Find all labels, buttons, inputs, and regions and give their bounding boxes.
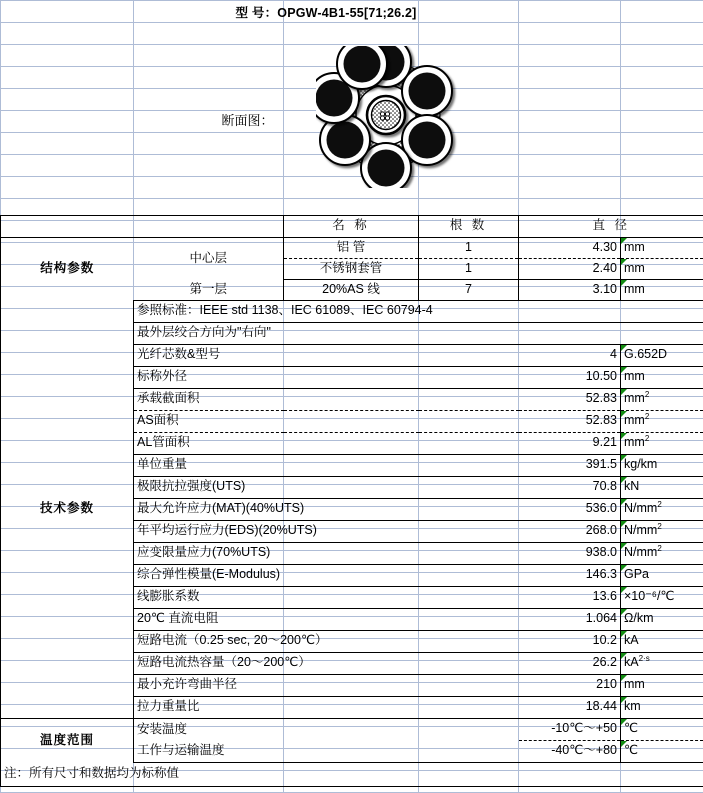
temperature-value-1: -10℃～+50 <box>519 718 621 740</box>
col-header-count: 根 数 <box>419 215 519 237</box>
temperature-row-1 <box>1 718 703 740</box>
technical-value: 391.5 <box>519 454 621 476</box>
technical-unit: $mm^2$ <box>621 388 703 410</box>
structure-unit-3: mm <box>621 279 703 300</box>
footer-note-row <box>1 762 703 786</box>
technical-note-2: 最外层绞合方向为"右向" <box>134 322 621 344</box>
diagram-spacer-a <box>1 28 134 215</box>
opgw-cross-section-diagram <box>316 46 472 188</box>
structure-count-2: 1 <box>419 258 519 279</box>
layer-first: 第一层 <box>134 279 284 300</box>
technical-unit: $N/mm^2$ <box>621 520 703 542</box>
diagram-spacer-d <box>621 28 703 215</box>
technical-label: 应变限量应力(70%UTS) <box>134 542 519 564</box>
technical-unit: $mm^2$ <box>621 432 703 454</box>
title-spacer-far-right <box>621 0 703 28</box>
technical-unit: kN <box>621 476 703 498</box>
technical-unit: $N/mm^2$ <box>621 498 703 520</box>
technical-unit: GPa <box>621 564 703 586</box>
col-header-name: 名 称 <box>284 215 419 237</box>
technical-value: 10.50 <box>519 366 621 388</box>
technical-note-1: 参照标准：IEEE std 1138、IEC 61089、IEC 60794-4 <box>134 300 621 322</box>
technical-unit: $N/mm^2$ <box>621 542 703 564</box>
technical-value: 268.0 <box>519 520 621 542</box>
temperature-label-2: 工作与运输温度 <box>134 740 519 762</box>
structure-count-3: 7 <box>419 279 519 300</box>
technical-note-1-tail <box>621 300 703 322</box>
technical-value: 10.2 <box>519 630 621 652</box>
structure-name-3: 20%AS 线 <box>284 279 419 300</box>
technical-unit: mm <box>621 366 703 388</box>
structure-unit-1: mm <box>621 237 703 258</box>
technical-unit: $mm^2$ <box>621 410 703 432</box>
technical-label: 短路电流热容量（20～200℃） <box>134 652 519 674</box>
title-spacer-right <box>519 0 621 28</box>
technical-unit: $kA^{2\cdot s}$ <box>621 652 703 674</box>
technical-value: 4 <box>519 344 621 366</box>
technical-label: 光纤芯数&型号 <box>134 344 519 366</box>
temperature-unit-1: ℃ <box>621 718 703 740</box>
stainless-steel-tube <box>367 96 405 134</box>
technical-unit: G.652D <box>621 344 703 366</box>
page-title: 型 号：OPGW-4B1-55[71;26.2] <box>235 6 417 21</box>
structure-diameter-2: 2.40 <box>519 258 621 279</box>
technical-label: 最小充许弯曲半径 <box>134 674 519 696</box>
technical-label: 短路电流（0.25 sec, 20～200℃） <box>134 630 519 652</box>
layer-center: 中心层 <box>189 250 227 265</box>
technical-value: 210 <box>519 674 621 696</box>
technical-label: 标称外径 <box>134 366 519 388</box>
structure-count-1: 1 <box>419 237 519 258</box>
structure-row-1 <box>1 237 703 258</box>
structure-name-1: 铝 管 <box>284 237 419 258</box>
temperature-unit-2: ℃ <box>621 740 703 762</box>
technical-note-row-1 <box>1 300 703 322</box>
temperature-label-1: 安装温度 <box>134 718 519 740</box>
structure-diameter-1: 4.30 <box>519 237 621 258</box>
technical-unit: mm <box>621 674 703 696</box>
technical-unit: km <box>621 696 703 718</box>
footer-note: 注：所有尺寸和数据均为标称值 <box>1 762 703 786</box>
technical-value: 536.0 <box>519 498 621 520</box>
technical-value: 52.83 <box>519 388 621 410</box>
title-spacer-left <box>1 0 134 28</box>
technical-label: 最大允许应力(MAT)(40%UTS) <box>134 498 519 520</box>
technical-unit: Ω/km <box>621 608 703 630</box>
diagram-label: 断面图： <box>221 113 274 129</box>
technical-label: 极限抗拉强度(UTS) <box>134 476 519 498</box>
structure-header-blank-2 <box>134 215 284 237</box>
technical-label: AS面积 <box>134 410 519 432</box>
technical-unit: kg/km <box>621 454 703 476</box>
technical-value: 18.44 <box>519 696 621 718</box>
technical-label: 20℃ 直流电阻 <box>134 608 519 630</box>
section-label-technical: 技术参数 <box>1 300 134 718</box>
technical-value: 13.6 <box>519 586 621 608</box>
technical-value: 938.0 <box>519 542 621 564</box>
technical-value: 52.83 <box>519 410 621 432</box>
technical-label: 综合弹性模量(E-Modulus) <box>134 564 519 586</box>
structure-unit-2: mm <box>621 258 703 279</box>
technical-label: 单位重量 <box>134 454 519 476</box>
section-label-temperature: 温度范围 <box>1 718 134 762</box>
technical-label: 拉力重量比 <box>134 696 519 718</box>
temperature-value-2: -40℃～+80 <box>519 740 621 762</box>
technical-value: 9.21 <box>519 432 621 454</box>
technical-label: 承载截面积 <box>134 388 519 410</box>
technical-label: AL管面积 <box>134 432 519 454</box>
technical-note-2-tail <box>621 322 703 344</box>
technical-value: 1.064 <box>519 608 621 630</box>
structure-diameter-3: 3.10 <box>519 279 621 300</box>
section-label-structure: 结构参数 <box>1 237 134 300</box>
technical-unit: kA <box>621 630 703 652</box>
technical-label: 线膨胀系数 <box>134 586 519 608</box>
structure-name-2: 不锈钢套管 <box>284 258 419 279</box>
technical-value: 146.3 <box>519 564 621 586</box>
structure-header-row <box>1 215 703 237</box>
technical-value: 26.2 <box>519 652 621 674</box>
col-header-diameter: 直 径 <box>519 215 703 237</box>
technical-value: 70.8 <box>519 476 621 498</box>
title-row <box>1 0 703 28</box>
structure-header-blank-1 <box>1 215 134 237</box>
technical-label: 年平均运行应力(EDS)(20%UTS) <box>134 520 519 542</box>
diagram-spacer-c <box>519 28 621 215</box>
technical-unit: ×10⁻⁶/℃ <box>621 586 703 608</box>
